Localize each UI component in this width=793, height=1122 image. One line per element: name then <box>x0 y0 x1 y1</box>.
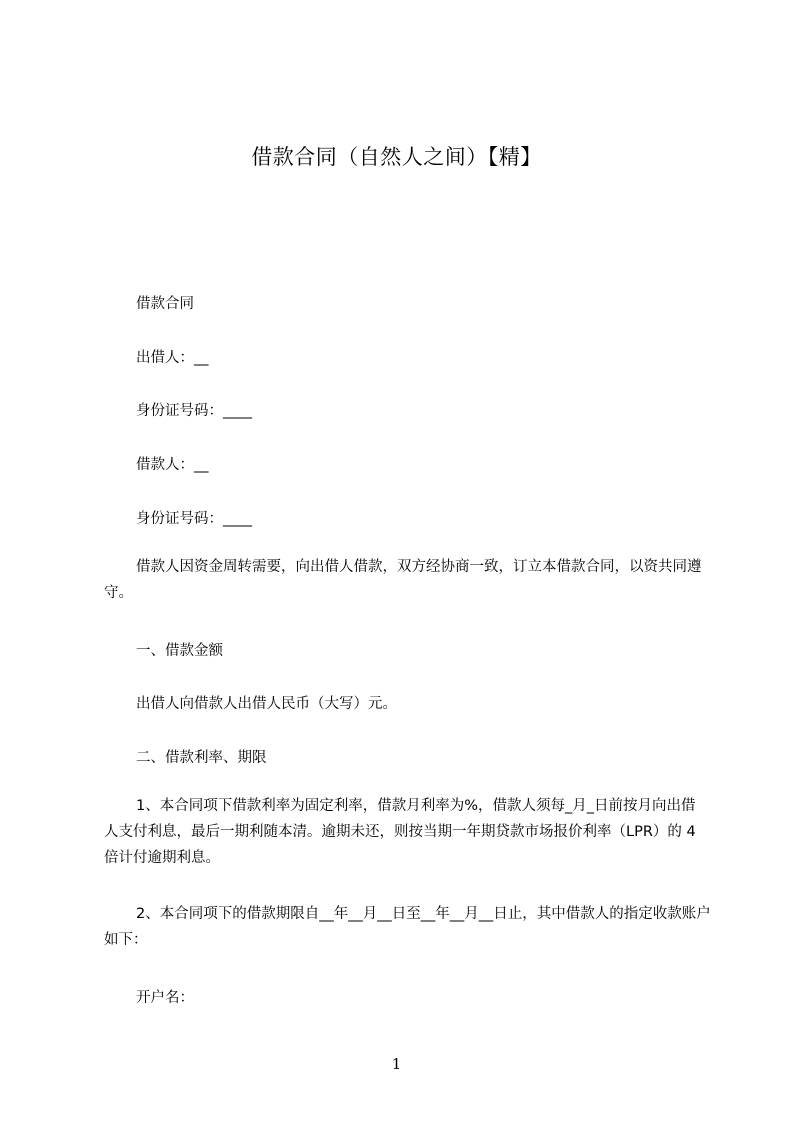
page-number: 1 <box>391 1055 402 1073</box>
clause-1-paragraph: 1、本合同项下借款利率为固定利率，借款月利率为%，借款人须每_月_日前按月向出借人支付利息，最后一期利随本清。逾期未还，则按当期一年期贷款市场报价利率（LPR）的 4 倍计付逾期利息。 <box>104 798 696 866</box>
section1-body: 出借人向借款人出借人民币（大写）元。 <box>136 696 397 712</box>
preamble-paragraph: 借款人因资金周转需要，向出借人借款，双方经协商一致，订立本借款合同，以资共同遵守。 <box>104 559 702 601</box>
document-title: 借款合同（自然人之间）【精】 <box>251 145 542 169</box>
borrower-id-field: 身份证号码：____ <box>136 511 252 527</box>
account-name-field: 开户名： <box>136 990 194 1006</box>
clause-2-paragraph: 2、本合同项下的借款期限自__年__月__日至__年__月__日止，其中借款人的指定收款账户如下： <box>104 906 711 948</box>
lender-field: 出借人：__ <box>136 350 209 366</box>
borrower-field: 借款人：__ <box>136 457 209 473</box>
section2-title: 二、借款利率、期限 <box>136 750 267 766</box>
lender-id-field: 身份证号码：____ <box>136 403 252 419</box>
section1-title: 一、借款金额 <box>136 643 223 659</box>
contract-heading: 借款合同 <box>136 296 194 312</box>
